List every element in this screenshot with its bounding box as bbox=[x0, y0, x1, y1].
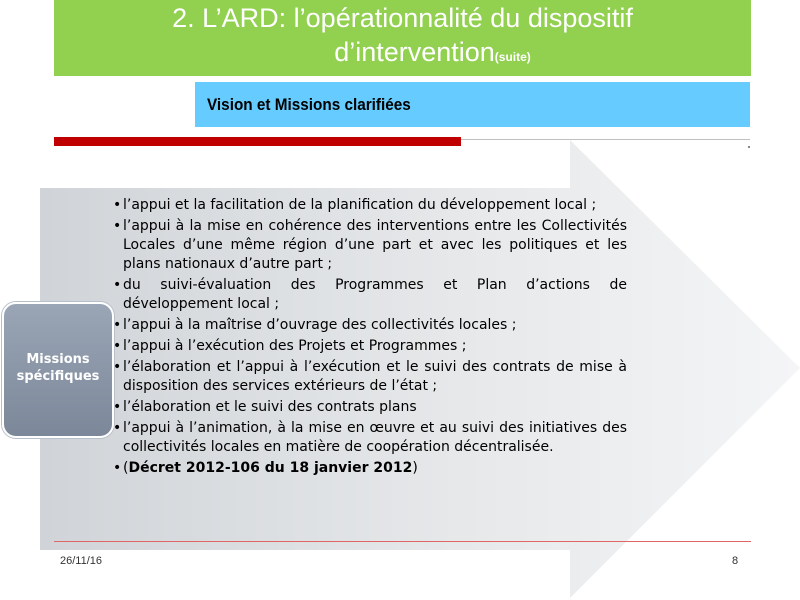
missions-label-line2: spécifiques bbox=[16, 369, 100, 384]
subtitle-text: Vision et Missions clarifiées bbox=[207, 95, 411, 114]
list-item bbox=[113, 337, 627, 356]
bullet-icon: • bbox=[113, 277, 122, 293]
footer-date: 26/11/16 bbox=[60, 555, 103, 567]
footer-divider bbox=[54, 541, 751, 542]
bullet-icon: • bbox=[113, 218, 122, 234]
list-item bbox=[113, 419, 627, 457]
bullet-icon: • bbox=[113, 197, 122, 213]
list-item-text: l’appui et la facilitation de la planification du développement local ; bbox=[123, 197, 597, 213]
list-item bbox=[113, 196, 627, 215]
slide-title-suffix: (suite) bbox=[494, 50, 531, 64]
bullet-icon: • bbox=[113, 420, 122, 436]
list-item-text: du suivi-évaluation des Programmes et Plan d’actions de développement local ; bbox=[123, 277, 627, 312]
list-item-text: l’appui à la maîtrise d’ouvrage des collectivités locales ; bbox=[123, 317, 517, 333]
slide-title-word: d’intervention bbox=[334, 37, 495, 67]
bullet-icon: • bbox=[113, 359, 122, 375]
decree-text: Décret 2012-106 du 18 janvier 2012 bbox=[128, 460, 413, 476]
missions-label-text bbox=[4, 351, 112, 385]
list-item bbox=[113, 316, 627, 335]
list-item bbox=[113, 398, 627, 417]
decree-item bbox=[113, 459, 627, 478]
bullet-icon: • bbox=[113, 399, 122, 415]
list-item-text: l’appui à l’animation, à la mise en œuvre et au suivi des initiatives des collectivités locales en matière de coopération décentralisée. bbox=[123, 420, 627, 455]
list-item bbox=[113, 217, 627, 274]
bullet-icon: • bbox=[113, 338, 122, 354]
list-item-text: l’appui à la mise en cohérence des interventions entre les Collectivités Locales d’une même région d’une part et avec les politiques et les plans nationaux d’autre part ; bbox=[123, 218, 627, 272]
list-item bbox=[113, 358, 627, 396]
mission-list bbox=[113, 196, 627, 480]
slide-title-line1: 2. L’ARD: l’opérationnalité du dispositif bbox=[172, 3, 633, 33]
bullet-icon: • bbox=[113, 317, 122, 333]
bullet-icon: • bbox=[113, 460, 122, 476]
decree-close-paren: ) bbox=[412, 460, 418, 476]
slide-number: 8 bbox=[732, 555, 739, 567]
missions-label-box bbox=[2, 302, 114, 438]
list-item-text: l’appui à l’exécution des Projets et Programmes ; bbox=[123, 338, 467, 354]
list-item-text: l’élaboration et le suivi des contrats plans bbox=[123, 399, 417, 415]
list-item-text: l’élaboration et l’appui à l’exécution et le suivi des contrats de mise à disposition des services extérieurs de l’état ; bbox=[123, 359, 627, 394]
missions-label-line1: Missions bbox=[26, 352, 90, 367]
decree-open-paren: ( bbox=[123, 460, 129, 476]
list-item bbox=[113, 276, 627, 314]
